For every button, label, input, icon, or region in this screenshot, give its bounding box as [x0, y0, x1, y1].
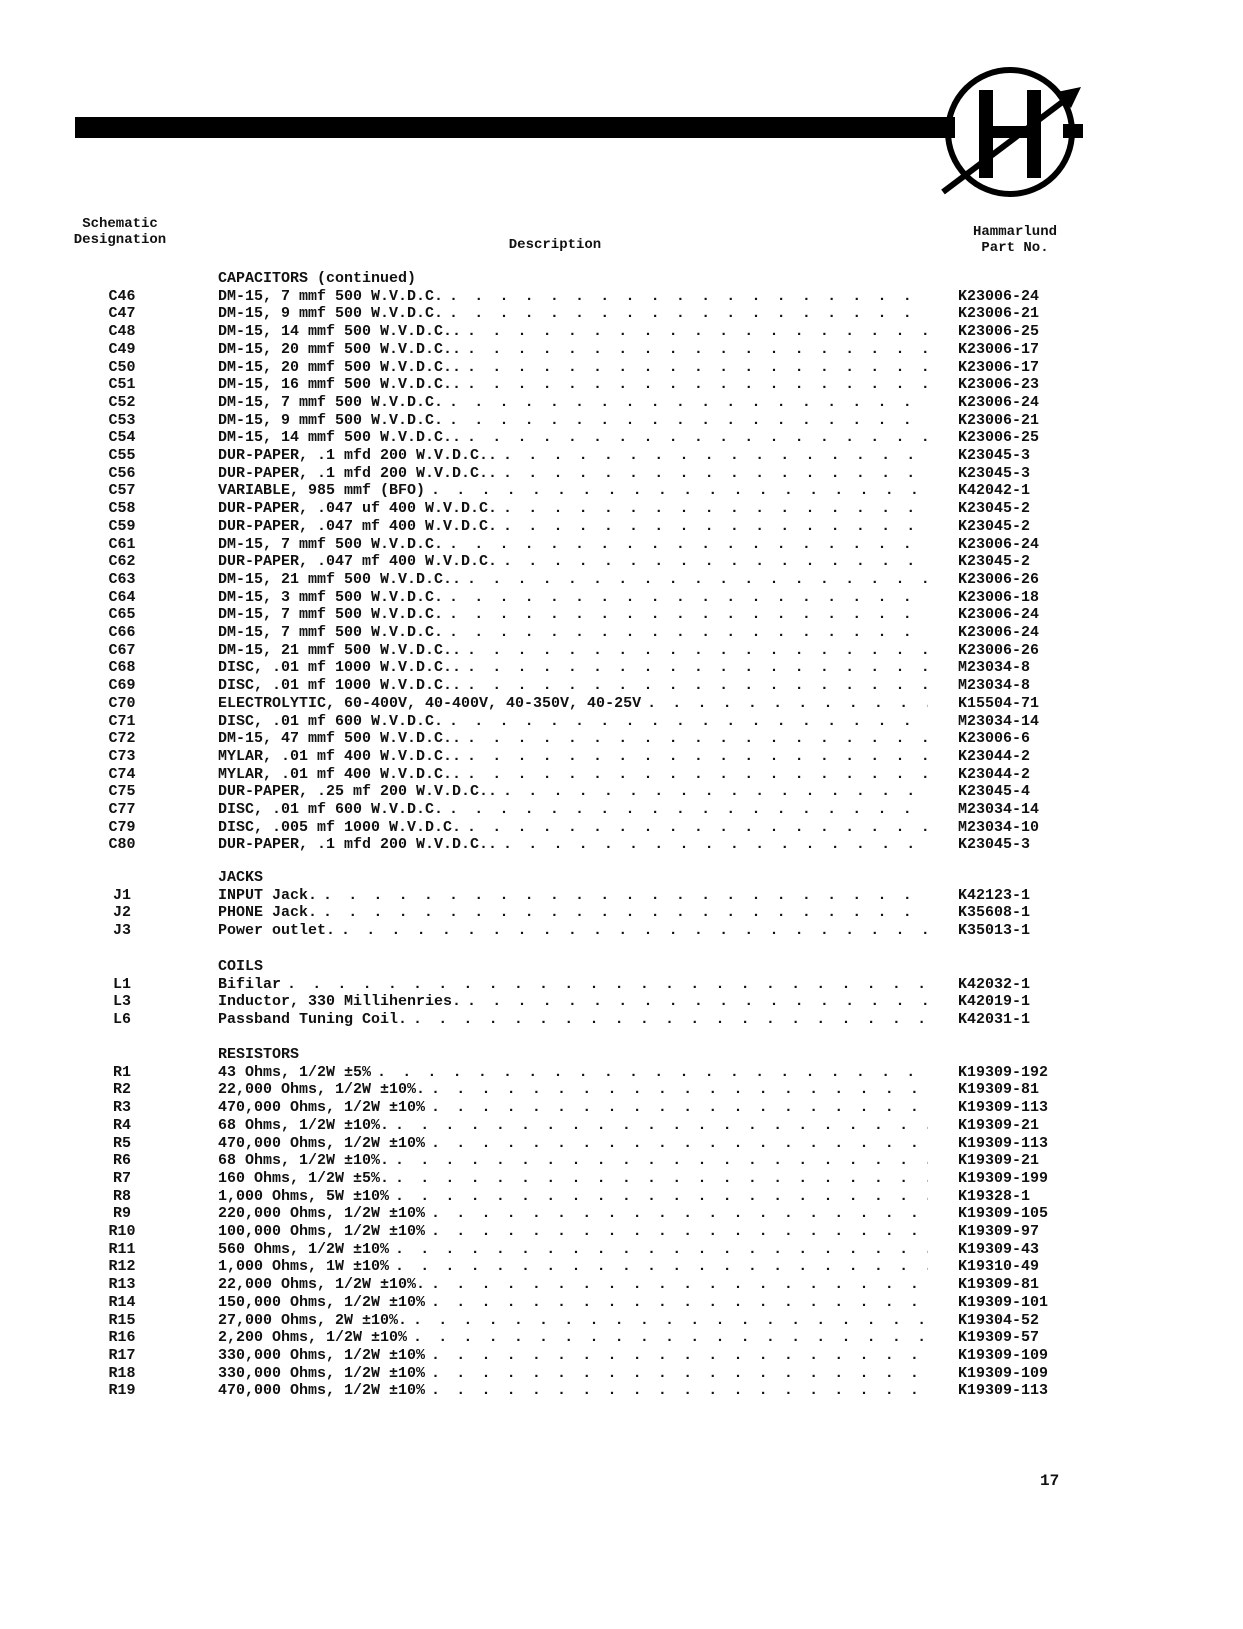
designation: C69	[108, 677, 136, 695]
parts-row	[0, 606, 1243, 624]
parts-row	[0, 766, 1243, 784]
part-number: K15504-71	[958, 694, 1040, 712]
parts-row	[0, 1011, 1243, 1029]
description: VARIABLE, 985 mmf (BFO)	[218, 482, 426, 500]
dot-leader	[341, 922, 928, 940]
part-number: K19309-113	[958, 1382, 1049, 1400]
designation: C51	[108, 376, 136, 394]
parts-row	[0, 1135, 1243, 1153]
designation: C54	[108, 429, 136, 447]
description: 330,000 Ohms, 1/2W ±10%	[218, 1364, 426, 1382]
description: 1,000 Ohms, 5W ±10%	[218, 1187, 390, 1205]
dot-leader	[467, 429, 928, 447]
section-title: COILS	[218, 958, 264, 975]
dot-leader	[431, 1294, 928, 1312]
part-number: K19309-113	[958, 1099, 1049, 1117]
part-number: K23045-2	[958, 553, 1031, 571]
parts-row	[0, 518, 1243, 536]
designation: C68	[108, 659, 136, 677]
description: DM-15, 47 mmf 500 W.V.D.C..	[218, 730, 462, 748]
part-number: K23006-17	[958, 340, 1040, 358]
dot-leader	[467, 993, 928, 1011]
parts-row	[0, 1258, 1243, 1276]
description: DISC, .01 mf 1000 W.V.D.C..	[218, 677, 462, 695]
part-number: K23006-26	[958, 570, 1040, 588]
parts-row	[0, 500, 1243, 518]
dot-leader	[431, 1099, 928, 1117]
part-number: K19309-21	[958, 1116, 1040, 1134]
description: DUR-PAPER, .1 mfd 200 W.V.D.C..	[218, 464, 498, 482]
description: PHONE Jack.	[218, 904, 318, 922]
designation: C75	[108, 783, 136, 801]
designation: C66	[108, 624, 136, 641]
description: DM-15, 7 mmf 500 W.V.D.C.	[218, 287, 444, 305]
dot-leader	[377, 1064, 928, 1082]
part-number: K23006-26	[958, 641, 1040, 659]
designation: R8	[112, 1187, 131, 1205]
designation: R9	[112, 1205, 131, 1223]
dot-leader	[467, 730, 928, 748]
dot-leader	[431, 1223, 928, 1241]
parts-row	[0, 1312, 1243, 1330]
dot-leader	[467, 376, 928, 394]
part-number: K19309-97	[958, 1223, 1040, 1240]
parts-row	[0, 359, 1243, 377]
parts-row	[0, 1064, 1243, 1082]
designation: C72	[108, 730, 136, 748]
part-number: K35013-1	[958, 922, 1031, 940]
part-number: K42031-1	[958, 1011, 1031, 1029]
dot-leader	[323, 887, 928, 905]
parts-row	[0, 482, 1243, 500]
designation: C67	[108, 641, 136, 659]
designation: C80	[108, 836, 136, 854]
dot-leader	[503, 465, 928, 483]
parts-row	[0, 887, 1243, 905]
parts-row	[0, 447, 1243, 465]
description: 68 Ohms, 1/2W ±10%.	[218, 1152, 390, 1170]
designation: R1	[112, 1063, 131, 1081]
parts-row	[0, 394, 1243, 412]
dot-leader	[467, 677, 928, 695]
parts-row	[0, 571, 1243, 589]
part-number: K35608-1	[958, 904, 1031, 922]
parts-row	[0, 976, 1243, 994]
designation: R3	[112, 1099, 131, 1117]
designation: C48	[108, 323, 136, 341]
parts-row	[0, 677, 1243, 695]
dot-leader	[395, 1117, 928, 1135]
dot-leader	[431, 1382, 928, 1400]
designation: R7	[112, 1169, 131, 1187]
parts-row	[0, 1294, 1243, 1312]
designation: R2	[112, 1081, 131, 1099]
dot-leader	[431, 1276, 928, 1294]
dot-leader	[431, 1135, 928, 1153]
description: 470,000 Ohms, 1/2W ±10%	[218, 1134, 426, 1152]
description: 1,000 Ohms, 1W ±10%	[218, 1258, 390, 1276]
designation: C49	[108, 340, 136, 358]
designation: C55	[108, 447, 136, 464]
dot-leader	[449, 394, 928, 412]
part-number: K19309-109	[958, 1364, 1049, 1382]
part-number: K42042-1	[958, 482, 1031, 500]
description: DM-15, 21 mmf 500 W.V.D.C..	[218, 570, 462, 588]
part-number: K23006-21	[958, 411, 1040, 429]
designation: C62	[108, 553, 136, 571]
parts-row	[0, 659, 1243, 677]
dot-leader	[503, 518, 928, 536]
designation: C46	[108, 287, 136, 305]
description: DM-15, 9 mmf 500 W.V.D.C.	[218, 411, 444, 429]
page-number: 17	[1040, 1472, 1060, 1490]
parts-row	[0, 553, 1243, 571]
dot-leader	[449, 589, 928, 607]
part-number: K19310-49	[958, 1258, 1040, 1276]
description: 470,000 Ohms, 1/2W ±10%	[218, 1099, 426, 1117]
part-number: K23006-25	[958, 323, 1040, 341]
dot-leader	[503, 783, 928, 801]
designation: R6	[112, 1152, 131, 1170]
part-number: K19328-1	[958, 1187, 1031, 1205]
description: DUR-PAPER, .047 uf 400 W.V.D.C.	[218, 500, 498, 518]
part-header-2: Part No.	[981, 240, 1049, 256]
parts-row	[0, 1223, 1243, 1241]
part-number: K42032-1	[958, 975, 1031, 993]
part-number: K23006-24	[958, 393, 1040, 411]
description: 22,000 Ohms, 1/2W ±10%.	[218, 1081, 426, 1099]
designation: C74	[108, 765, 136, 783]
dot-leader	[467, 642, 928, 660]
dot-leader	[395, 1170, 928, 1188]
description: MYLAR, .01 mf 400 W.V.D.C..	[218, 747, 462, 765]
dot-leader	[431, 1347, 928, 1365]
parts-row	[0, 589, 1243, 607]
description: Passband Tuning Coil.	[218, 1011, 408, 1029]
description: 560 Ohms, 1/2W ±10%	[218, 1240, 390, 1258]
designation: R11	[108, 1240, 136, 1258]
designation: J3	[112, 922, 131, 940]
parts-row	[0, 288, 1243, 306]
description: DM-15, 7 mmf 500 W.V.D.C.	[218, 624, 444, 641]
parts-row	[0, 801, 1243, 819]
description: 150,000 Ohms, 1/2W ±10%	[218, 1293, 426, 1311]
part-number: K19309-57	[958, 1329, 1040, 1347]
description: DM-15, 20 mmf 500 W.V.D.C..	[218, 340, 462, 358]
part-header: Hammarlund	[972, 224, 1057, 240]
dot-leader	[449, 606, 928, 624]
part-number: K19309-81	[958, 1276, 1040, 1294]
part-number: K23006-23	[958, 376, 1040, 394]
description: DISC, .01 mf 1000 W.V.D.C..	[218, 659, 462, 677]
description: 43 Ohms, 1/2W ±5%	[218, 1063, 372, 1081]
description: DM-15, 7 mmf 500 W.V.D.C.	[218, 393, 444, 411]
designation: L1	[112, 975, 131, 993]
description: DM-15, 3 mmf 500 W.V.D.C.	[218, 588, 444, 606]
designation: C79	[108, 818, 136, 836]
part-number: M23034-10	[958, 818, 1040, 836]
designation: R10	[108, 1223, 136, 1240]
part-number: K23006-24	[958, 606, 1040, 624]
dot-leader	[467, 359, 928, 377]
parts-row	[0, 376, 1243, 394]
dot-leader	[467, 659, 928, 677]
description: DM-15, 21 mmf 500 W.V.D.C..	[218, 641, 462, 659]
dot-leader	[503, 447, 928, 465]
part-number: K23044-2	[958, 747, 1031, 765]
parts-row	[0, 783, 1243, 801]
parts-row	[0, 624, 1243, 642]
part-number: K23044-2	[958, 765, 1031, 783]
designation: R13	[108, 1276, 136, 1294]
designation: J2	[112, 904, 131, 922]
parts-row	[0, 341, 1243, 359]
parts-row	[0, 1347, 1243, 1365]
parts-row	[0, 748, 1243, 766]
parts-row	[0, 836, 1243, 854]
description: ELECTROLYTIC, 60-400V, 40-400V, 40-350V, 40-25V	[218, 694, 642, 712]
description: DM-15, 16 mmf 500 W.V.D.C..	[218, 376, 462, 394]
part-number: K23045-2	[958, 500, 1031, 518]
description: Bifilar	[218, 975, 282, 993]
dot-leader	[449, 288, 928, 306]
header-rule	[75, 117, 955, 138]
designation-header: Schematic	[82, 216, 158, 232]
part-number: K23006-25	[958, 429, 1040, 447]
description: DUR-PAPER, .047 mf 400 W.V.D.C.	[218, 517, 498, 535]
designation: C57	[108, 482, 136, 500]
dot-leader	[503, 553, 928, 571]
parts-row	[0, 323, 1243, 341]
parts-row	[0, 1205, 1243, 1223]
dot-leader	[431, 1205, 928, 1223]
description: 470,000 Ohms, 1/2W ±10%	[218, 1382, 426, 1400]
designation: C58	[108, 500, 136, 518]
dot-leader	[449, 412, 928, 430]
dot-leader	[449, 624, 928, 642]
part-number: K23006-17	[958, 358, 1040, 376]
description: 22,000 Ohms, 1/2W ±10%.	[218, 1276, 426, 1294]
part-number: K23045-4	[958, 783, 1031, 801]
part-number: K19309-113	[958, 1134, 1049, 1152]
dot-leader	[449, 305, 928, 323]
designation: C65	[108, 606, 136, 624]
description: DISC, .005 mf 1000 W.V.D.C.	[218, 818, 462, 836]
parts-row	[0, 1117, 1243, 1135]
description: MYLAR, .01 mf 400 W.V.D.C..	[218, 765, 462, 783]
designation: C71	[108, 712, 136, 730]
designation: C77	[108, 801, 136, 818]
parts-row	[0, 1081, 1243, 1099]
description: 2,200 Ohms, 1/2W ±10%	[218, 1329, 408, 1347]
parts-row	[0, 1170, 1243, 1188]
dot-leader	[647, 695, 928, 713]
part-number: K19309-105	[958, 1205, 1049, 1223]
parts-row	[0, 1152, 1243, 1170]
part-number: K42123-1	[958, 886, 1031, 904]
designation: C63	[108, 570, 136, 588]
description: DUR-PAPER, .1 mfd 200 W.V.D.C..	[218, 836, 498, 854]
description: 100,000 Ohms, 1/2W ±10%	[218, 1223, 426, 1240]
dot-leader	[395, 1152, 928, 1170]
dot-leader	[449, 713, 928, 731]
description: 220,000 Ohms, 1/2W ±10%	[218, 1205, 426, 1223]
part-number: K19304-52	[958, 1311, 1040, 1329]
designation: L6	[112, 1011, 131, 1029]
parts-row	[0, 536, 1243, 554]
designation: R14	[108, 1293, 136, 1311]
section-title: CAPACITORS (continued)	[218, 270, 417, 287]
part-number: K42019-1	[958, 993, 1031, 1011]
dot-leader	[395, 1258, 928, 1276]
designation: L3	[112, 993, 131, 1011]
part-number: K23006-6	[958, 730, 1031, 748]
part-number: K23006-18	[958, 588, 1040, 606]
dot-leader	[395, 1188, 928, 1206]
designation: R17	[108, 1346, 136, 1364]
parts-row	[0, 819, 1243, 837]
part-number: M23034-8	[958, 677, 1031, 695]
parts-row	[0, 412, 1243, 430]
description: DM-15, 7 mmf 500 W.V.D.C.	[218, 606, 444, 624]
part-number: K23045-3	[958, 836, 1031, 854]
dot-leader	[503, 836, 928, 854]
dot-leader	[467, 571, 928, 589]
dot-leader	[467, 748, 928, 766]
description: DM-15, 9 mmf 500 W.V.D.C.	[218, 305, 444, 323]
description: DUR-PAPER, .047 mf 400 W.V.D.C.	[218, 553, 498, 571]
designation: C56	[108, 464, 136, 482]
part-number: M23034-8	[958, 659, 1031, 677]
description: DISC, .01 mf 600 W.V.D.C.	[218, 801, 444, 818]
designation: C73	[108, 747, 136, 765]
part-number: K23006-24	[958, 624, 1040, 641]
parts-row	[0, 1365, 1243, 1383]
description: DM-15, 14 mmf 500 W.V.D.C..	[218, 429, 462, 447]
part-number: K19309-192	[958, 1063, 1049, 1081]
description: DM-15, 14 mmf 500 W.V.D.C..	[218, 323, 462, 341]
designation-header-2: Designation	[73, 232, 167, 248]
description: DM-15, 7 mmf 500 W.V.D.C.	[218, 535, 444, 553]
designation: R4	[112, 1116, 131, 1134]
parts-row	[0, 922, 1243, 940]
part-number: M23034-14	[958, 801, 1040, 818]
designation: C70	[108, 694, 136, 712]
part-number: K23006-24	[958, 535, 1040, 553]
designation: R15	[108, 1311, 136, 1329]
designation: J1	[112, 886, 131, 904]
dot-leader	[431, 1081, 928, 1099]
description: 330,000 Ohms, 1/2W ±10%	[218, 1346, 426, 1364]
part-number: K23045-2	[958, 517, 1031, 535]
dot-leader	[395, 1241, 928, 1259]
designation: C50	[108, 358, 136, 376]
parts-row	[0, 1382, 1243, 1400]
parts-row	[0, 429, 1243, 447]
parts-row	[0, 1099, 1243, 1117]
dot-leader	[413, 1329, 928, 1347]
section-title: RESISTORS	[218, 1046, 300, 1063]
parts-row	[0, 730, 1243, 748]
description: DISC, .01 mf 600 W.V.D.C.	[218, 712, 444, 730]
parts-row	[0, 1329, 1243, 1347]
dot-leader	[467, 323, 928, 341]
parts-row	[0, 642, 1243, 660]
designation: C52	[108, 393, 136, 411]
description: 27,000 Ohms, 2W ±10%.	[218, 1311, 408, 1329]
description: INPUT Jack.	[218, 886, 318, 904]
parts-row	[0, 1276, 1243, 1294]
part-number: K19309-43	[958, 1240, 1040, 1258]
designation: R18	[108, 1364, 136, 1382]
dot-leader	[431, 1365, 928, 1383]
designation: C53	[108, 411, 136, 429]
dot-leader	[467, 766, 928, 784]
designation: R5	[112, 1134, 131, 1152]
dot-leader	[431, 482, 928, 500]
designation: C64	[108, 588, 136, 606]
parts-row	[0, 305, 1243, 323]
parts-row	[0, 904, 1243, 922]
description: Power outlet.	[218, 922, 336, 940]
designation: R12	[108, 1258, 136, 1276]
designation: R19	[108, 1382, 136, 1400]
description: DM-15, 20 mmf 500 W.V.D.C..	[218, 358, 462, 376]
part-number: K19309-81	[958, 1081, 1040, 1099]
designation: C47	[108, 305, 136, 323]
part-number: K23006-24	[958, 287, 1040, 305]
part-number: K23045-3	[958, 464, 1031, 482]
dot-leader	[449, 536, 928, 554]
dot-leader	[287, 976, 928, 994]
description: 68 Ohms, 1/2W ±10%.	[218, 1116, 390, 1134]
designation: C61	[108, 535, 136, 553]
description-header: Description	[508, 237, 602, 253]
part-number: K19309-109	[958, 1346, 1049, 1364]
parts-row	[0, 695, 1243, 713]
parts-row	[0, 993, 1243, 1011]
description: 160 Ohms, 1/2W ±5%.	[218, 1169, 390, 1187]
section-title: JACKS	[218, 869, 264, 886]
dot-leader	[413, 1312, 928, 1330]
dot-leader	[503, 500, 928, 518]
description: DUR-PAPER, .25 mf 200 W.V.D.C..	[218, 783, 498, 801]
parts-row	[0, 465, 1243, 483]
part-number: K23006-21	[958, 305, 1040, 323]
dot-leader	[413, 1011, 928, 1029]
part-number: K19309-101	[958, 1293, 1049, 1311]
parts-row	[0, 1188, 1243, 1206]
designation: C59	[108, 517, 136, 535]
part-number: K19309-199	[958, 1169, 1049, 1187]
dot-leader	[467, 819, 928, 837]
part-number: K23045-3	[958, 447, 1031, 464]
parts-row	[0, 713, 1243, 731]
description: DUR-PAPER, .1 mfd 200 W.V.D.C..	[218, 447, 498, 464]
dot-leader	[323, 904, 928, 922]
part-number: M23034-14	[958, 712, 1040, 730]
designation: R16	[108, 1329, 136, 1347]
dot-leader	[449, 801, 928, 819]
hammarlund-logo-icon	[935, 60, 1085, 210]
dot-leader	[467, 341, 928, 359]
part-number: K19309-21	[958, 1152, 1040, 1170]
description: Inductor, 330 Millihenries.	[218, 993, 462, 1011]
parts-row	[0, 1241, 1243, 1259]
